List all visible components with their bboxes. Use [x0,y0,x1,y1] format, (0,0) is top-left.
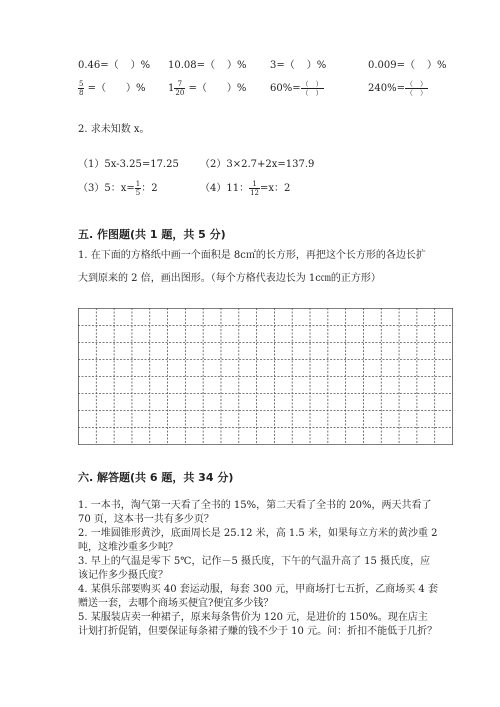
blank-1-2: 10.08=（ ）% [168,60,247,71]
fraction: $\frac{5}{8}$ [79,80,84,97]
blank-2-4: 240%= $\frac{( )}{( )}$ [368,80,427,97]
s6-line-10: 计划打折促销，但要保证每条裙子赚的钱不少于 10 元。问：折扣不能低于几折？ [78,626,438,637]
section-5-title: 五. 作图题(共 1 题，共 5 分) [78,228,226,241]
graph-paper-grid[interactable] [78,308,453,445]
s6-line-7: 4. 某俱乐部要购买 40 套运动服，每套 300 元，甲商场打七五折，乙商场买 4 套 [78,584,438,595]
fraction: $\frac{( )}{( )}$ [405,80,427,97]
equation-1: （1）5x-3.25=17.25 [78,159,179,170]
s6-line-1: 1. 一本书，淘气第一天看了全书的 15%，第二天看了全书的 20%，两天共看了 [78,500,432,511]
blank-2-3: 60%= $\frac{( )}{( )}$ [270,80,323,97]
fraction: $\frac{7}{20}$ [175,80,185,97]
s6-line-5: 3. 早上的气温是零下 5℃，记作－5 摄氏度，下午的气温升高了 15 摄氏度，应 [78,556,431,567]
s6-line-9: 5. 某服装店卖一种裙子，原来每条售价为 120 元，是进价的 150%。现在店主 [78,612,428,623]
grid-svg [78,308,453,445]
equation-3: （3）5：x= $\frac{1}{5}$ ：2 [78,180,158,197]
equation-4: （4）11： $\frac{1}{12}$ =x：2 [200,180,291,197]
s6-line-2: 70 页，这本书一共有多少页？ [78,514,214,525]
blank-1-3: 3=（ ）% [270,60,327,71]
section-5-line-2: 大到原来的 2 倍，画出图形。（每个方格代表边长为 1c㎝的正方形） [78,273,381,284]
blank-1-1: 0.46=（ ）% [78,60,151,71]
blank-2-1: $\frac{5}{8}$ =（ ）% [79,80,146,97]
fraction: $\frac{1}{5}$ [135,180,141,197]
s6-line-8: 赠送一套，去哪个商场买便宜?便宜多少钱？ [78,598,274,609]
fraction: $\frac{1}{12}$ [250,180,260,197]
fraction: $\frac{( )}{( )}$ [301,80,323,97]
s6-line-4: 吨，这堆沙重多少吨？ [78,542,178,553]
section-6-title: 六. 解答题(共 6 题，共 34 分) [78,471,234,484]
blank-2-2: 1 $\frac{7}{20}$ =（ ）% [168,80,247,97]
s6-line-6: 该记作多少摄氏度？ [78,570,168,581]
equation-2: （2）3×2.7+2x=137.9 [200,159,315,170]
blank-1-4: 0.009=（ ）% [368,60,447,71]
s6-line-3: 2. 一堆圆锥形黄沙，底面周长是 25.12 米，高 1.5 米，如果每立方米的黄沙重 2 [78,528,438,539]
section-5-line-1: 1. 在下面的方格纸中画一个面积是 8c㎡的长方形，再把这个长方形的各边长扩 [78,250,426,261]
question-2-title: 2. 求未知数 x。 [78,124,150,135]
